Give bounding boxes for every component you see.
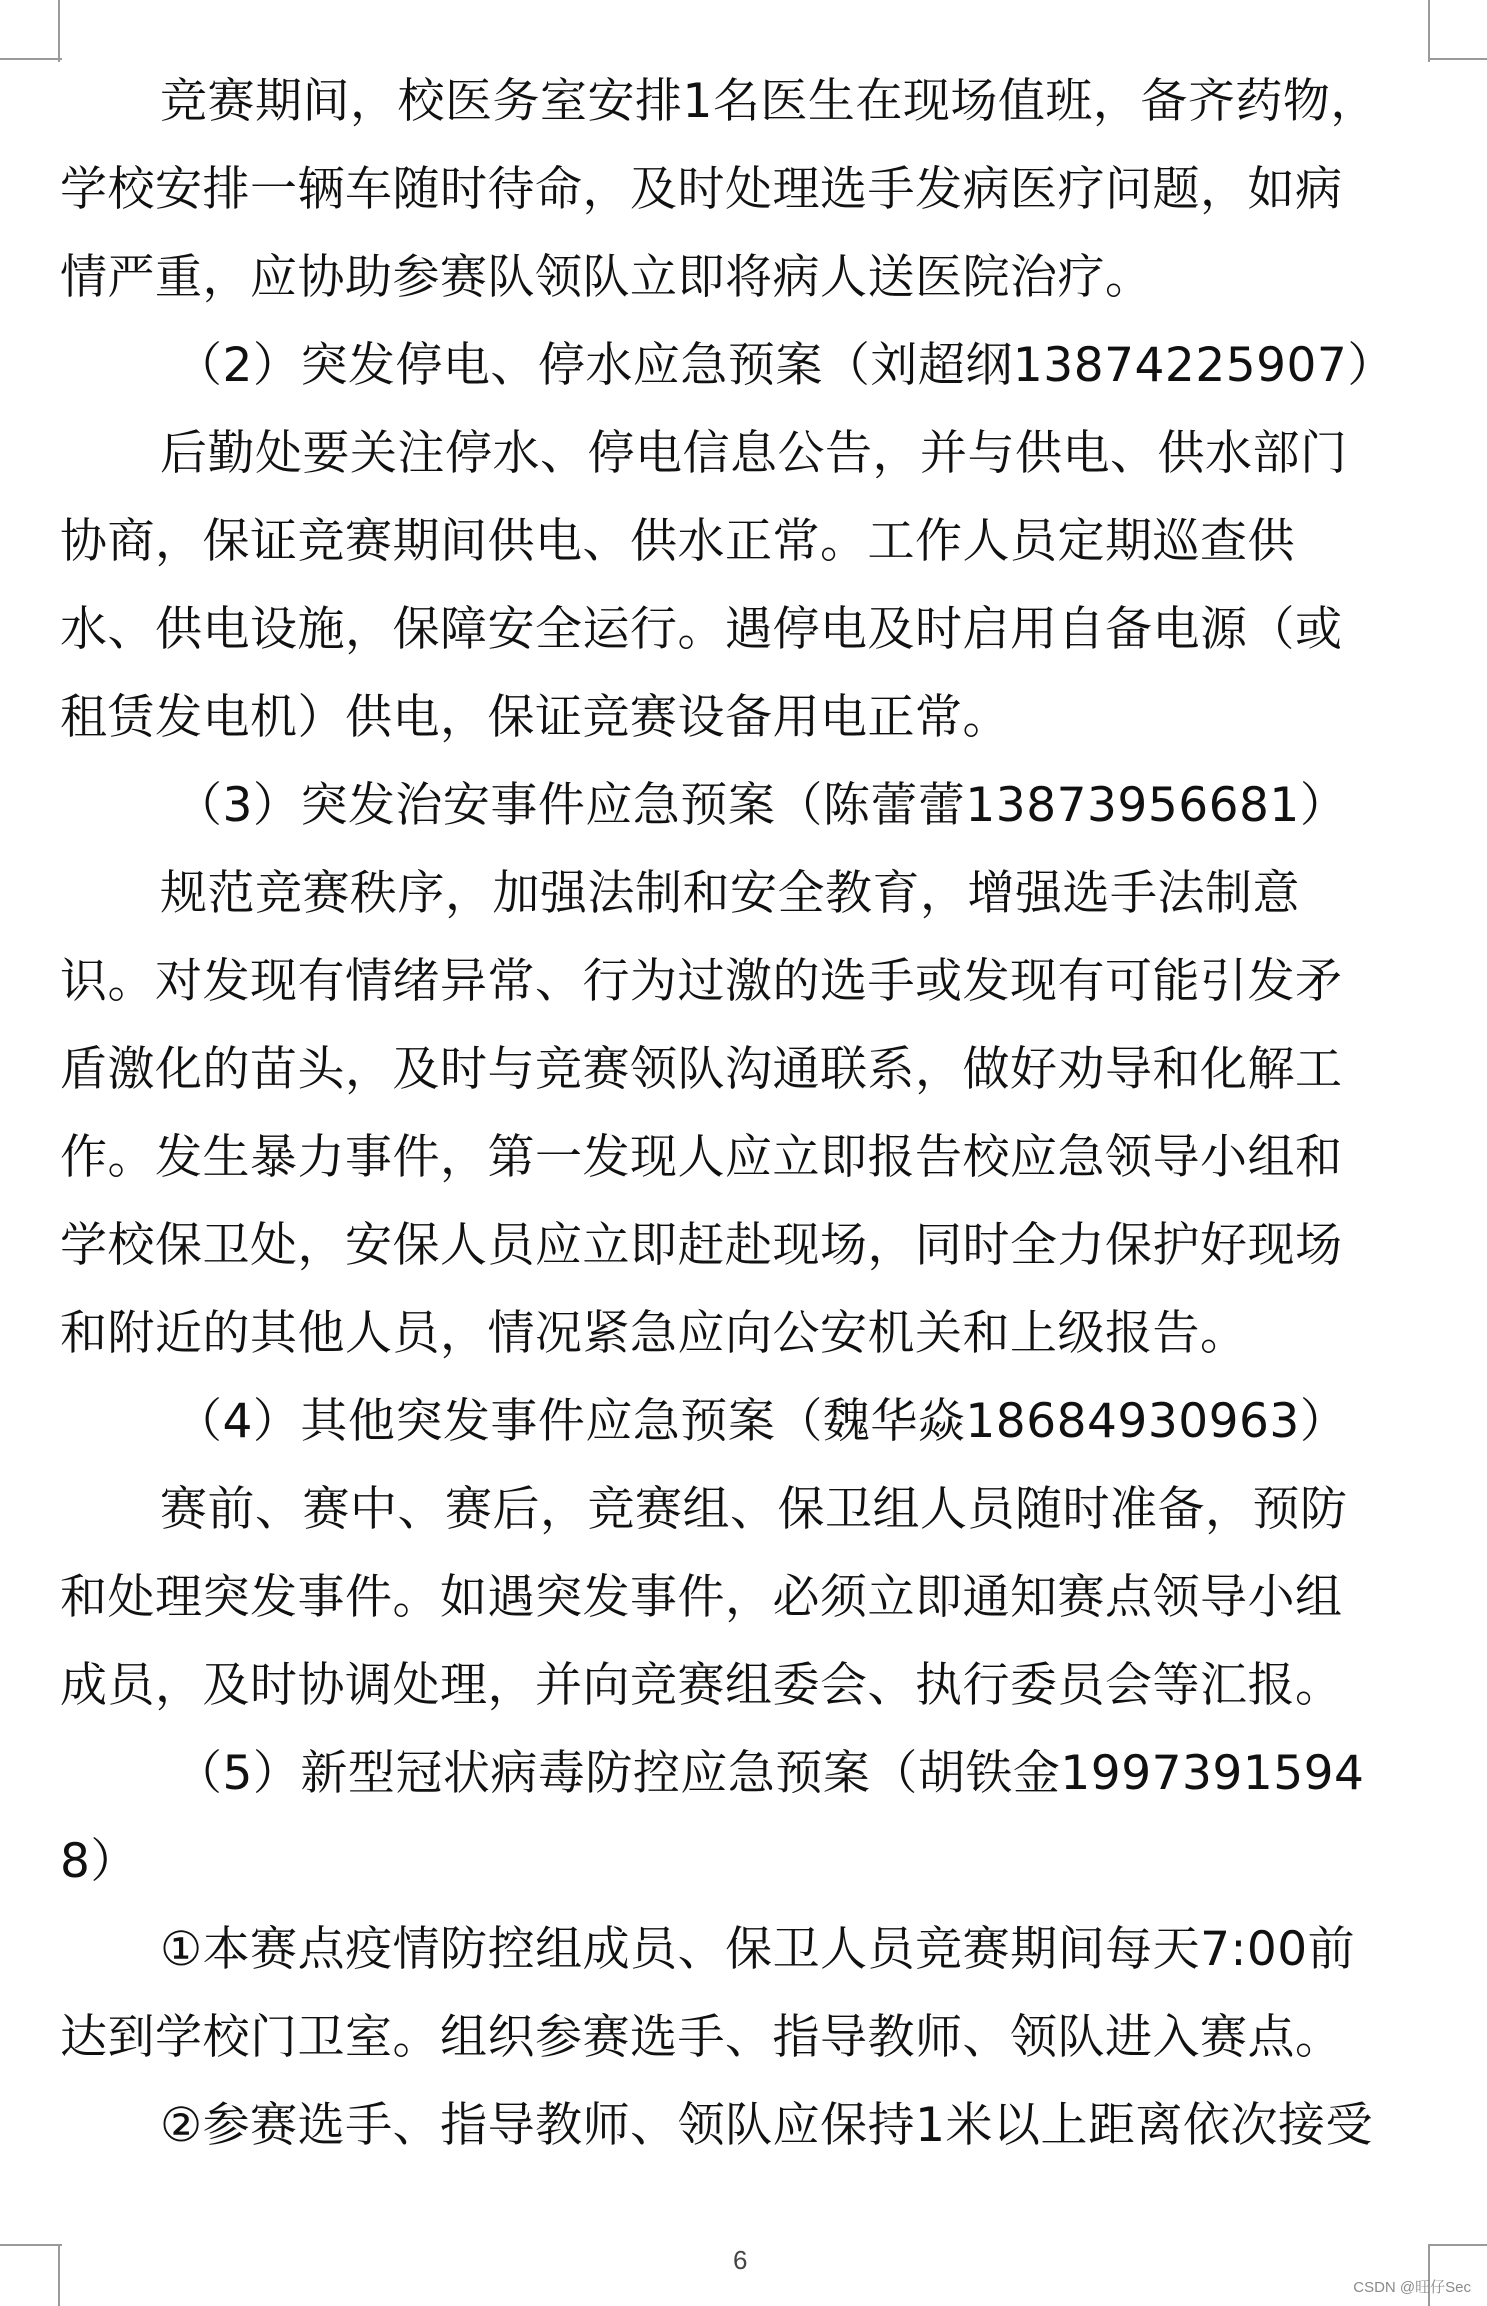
body-line: ①本赛点疫情防控组成员、保卫人员竞赛期间每天7:00前 bbox=[160, 1922, 1356, 1977]
body-line: 水、供电设施，保障安全运行。遇停电及时启用自备电源（或 bbox=[60, 602, 1343, 657]
section-heading: （5）新型冠状病毒防控应急预案（胡铁金1997391594 bbox=[175, 1746, 1365, 1801]
body-line: 竞赛期间，校医务室安排1名医生在现场值班，备齐药物， bbox=[160, 74, 1378, 129]
body-line: 学校安排一辆车随时待命，及时处理选手发病医疗问题，如病 bbox=[60, 162, 1343, 217]
section-heading-continued: 8） bbox=[60, 1834, 138, 1889]
body-line: 情严重，应协助参赛队领队立即将病人送医院治疗。 bbox=[60, 250, 1153, 305]
section-heading: （4）其他突发事件应急预案（魏华焱18684930963） bbox=[175, 1394, 1348, 1449]
body-line: 租赁发电机）供电，保证竞赛设备用电正常。 bbox=[60, 690, 1010, 745]
page-number: 6 bbox=[733, 2245, 748, 2275]
body-line: 盾激化的苗头，及时与竞赛领队沟通联系，做好劝导和化解工 bbox=[60, 1042, 1343, 1097]
section-heading: （3）突发治安事件应急预案（陈蕾蕾13873956681） bbox=[175, 778, 1348, 833]
watermark: CSDN @旺仔Sec bbox=[1353, 2279, 1471, 2296]
body-line: 协商，保证竞赛期间供电、供水正常。工作人员定期巡查供 bbox=[60, 514, 1295, 569]
body-line: 学校保卫处，安保人员应立即赶赴现场，同时全力保护好现场 bbox=[60, 1218, 1343, 1273]
body-line: 成员，及时协调处理，并向竞赛组委会、执行委员会等汇报。 bbox=[60, 1658, 1343, 1713]
body-line: ②参赛选手、指导教师、领队应保持1米以上距离依次接受 bbox=[160, 2098, 1374, 2153]
body-line: 赛前、赛中、赛后，竞赛组、保卫组人员随时准备，预防 bbox=[160, 1482, 1348, 1537]
body-line: 作。发生暴力事件，第一发现人应立即报告校应急领导小组和 bbox=[60, 1130, 1343, 1185]
body-line: 识。对发现有情绪异常、行为过激的选手或发现有可能引发矛 bbox=[60, 954, 1343, 1009]
section-heading: （2）突发停电、停水应急预案（刘超纲13874225907） bbox=[175, 338, 1395, 393]
body-line: 和处理突发事件。如遇突发事件，必须立即通知赛点领导小组 bbox=[60, 1570, 1343, 1625]
body-line: 达到学校门卫室。组织参赛选手、指导教师、领队进入赛点。 bbox=[60, 2010, 1343, 2065]
body-line: 规范竞赛秩序，加强法制和安全教育，增强选手法制意 bbox=[160, 866, 1300, 921]
body-line: 和附近的其他人员，情况紧急应向公安机关和上级报告。 bbox=[60, 1306, 1248, 1361]
body-line: 后勤处要关注停水、停电信息公告，并与供电、供水部门 bbox=[160, 426, 1348, 481]
